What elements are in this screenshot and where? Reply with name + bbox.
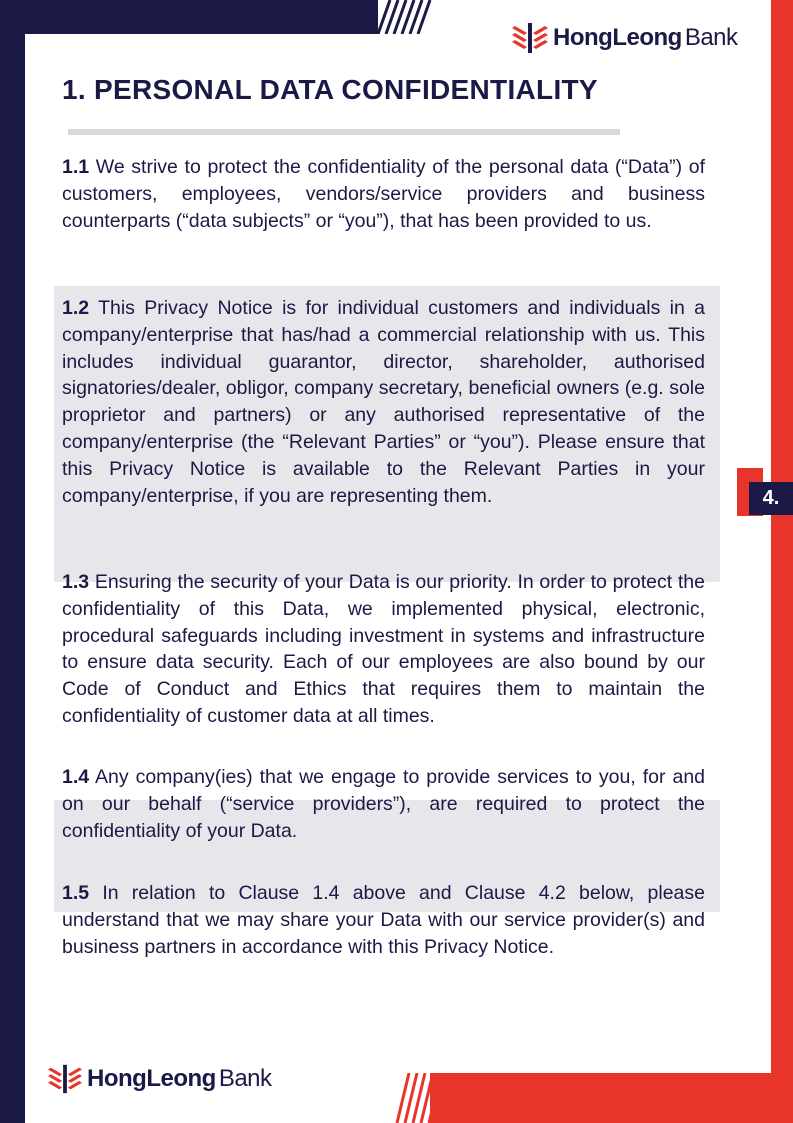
- bottom-red-band: [430, 1073, 793, 1123]
- clause-text: This Privacy Notice is for individual customers and individuals in a company/enterprise that has/had a commercial relationship with us. This includes individual guarantor, director, shareholder, authorised signatories/dealer, obligor, company secretary, beneficial owners (e.g. sole proprietor and partners) or any authorised representative of the company/enterprise (the “Relevant Parties” or “you”). Please ensure that this Privacy Notice is available to the Relevant Parties in your company/enterprise, if you are representing them.: [62, 297, 705, 507]
- clause-number: 1.2: [62, 297, 90, 319]
- decorative-stripes-top: [360, 0, 435, 34]
- paragraph-1-2: [62, 295, 705, 509]
- logo-brand-text: HongLeong: [553, 24, 682, 51]
- bank-logo-header: [512, 20, 738, 56]
- right-red-band: [771, 0, 793, 1123]
- paragraph-1-4: [62, 764, 705, 844]
- paragraph-1-5: [62, 880, 705, 960]
- logo-wordmark: [87, 1065, 272, 1093]
- title-underline: [68, 129, 620, 135]
- bank-logo-footer: [48, 1062, 272, 1096]
- clause-number: 1.1: [62, 156, 90, 178]
- clause-text: We strive to protect the confidentiality of the personal data (“Data”) of customers, employees, vendors/service providers and business counterparts (“data subjects” or “you”), that has been provided to us.: [62, 156, 705, 232]
- clause-number: 1.3: [62, 571, 90, 593]
- hong-leong-logo-icon: [512, 20, 548, 56]
- decorative-stripes-bottom: [393, 1073, 463, 1123]
- clause-text: In relation to Clause 1.4 above and Clause 4.2 below, please understand that we may share your Data with our service provider(s) and business partners in accordance with this Privacy Notice.: [62, 882, 705, 958]
- logo-wordmark: [553, 24, 738, 52]
- paragraph-1-1: [62, 154, 705, 234]
- clause-number: 1.5: [62, 882, 90, 904]
- logo-bank-text: Bank: [684, 24, 738, 51]
- logo-brand-text: HongLeong: [87, 1065, 216, 1092]
- logo-bank-text: Bank: [218, 1065, 272, 1092]
- top-navy-band: [0, 0, 378, 34]
- clause-text: Ensuring the security of your Data is our priority. In order to protect the confidentiality of this Data, we implemented physical, electronic, procedural safeguards including investment in systems and infrastructure to ensure data security. Each of our employees are also bound by our Code of Conduct and Ethics that requires them to maintain the confidentiality of customer data at all times.: [62, 571, 705, 727]
- section-title: 1. PERSONAL DATA CONFIDENTIALITY: [62, 74, 598, 105]
- paragraph-1-3: [62, 569, 705, 730]
- hong-leong-logo-icon: [48, 1062, 82, 1096]
- side-tab-label[interactable]: 4.: [749, 482, 793, 515]
- clause-text: Any company(ies) that we engage to provide services to you, for and on our behalf (“service providers”), are required to protect the confidentiality of your Data.: [62, 766, 706, 842]
- clause-number: 1.4: [62, 766, 90, 788]
- left-navy-band: [0, 0, 25, 1123]
